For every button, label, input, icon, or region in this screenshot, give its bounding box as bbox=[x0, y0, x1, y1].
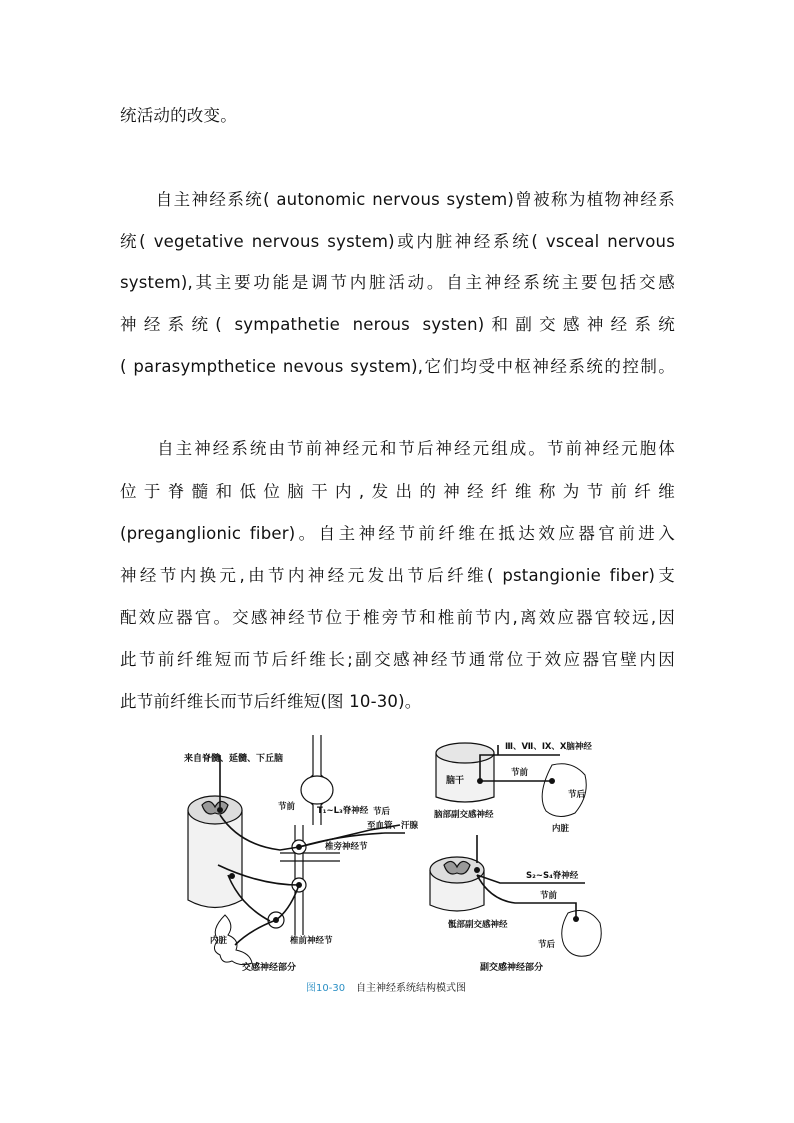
text-line: ( parasympthetice nevous system),它们均受中枢神经系统的控制。 bbox=[120, 357, 675, 376]
spinal-cord bbox=[188, 796, 242, 908]
text-line: 自主神经系统( autonomic nervous system)曾被称为植物神经系 bbox=[120, 190, 675, 209]
sympathetic-title: 交感神经部分 bbox=[242, 963, 297, 973]
caption-text: 自主神经系统结构模式图 bbox=[356, 983, 466, 994]
label-brain-viscera: 内脏 bbox=[552, 824, 570, 834]
text-line: 配效应器官。交感神经节位于椎旁节和椎前节内,离效应器官较远,因 bbox=[120, 608, 675, 627]
label-sacral-preganglionic: 节前 bbox=[540, 891, 558, 901]
label-spinal-nerve: T₁~L₃脊神经 bbox=[317, 806, 369, 816]
label-postganglionic: 节后 bbox=[373, 807, 391, 817]
text-line: (preganglionic fiber)。自主神经节前纤维在抵达效应器官前进入 bbox=[120, 524, 675, 543]
autonomic-nervous-system-figure bbox=[180, 735, 620, 997]
parasympathetic-title: 副交感神经部分 bbox=[480, 963, 544, 973]
text-line: 自主神经系统由节前神经元和节后神经元组成。节前神经元胞体 bbox=[120, 439, 675, 458]
label-brainstem: 脑干 bbox=[446, 776, 465, 786]
label-sacral-para: 骶部副交感神经 bbox=[448, 920, 508, 930]
text-line: 此节前纤维短而节后纤维长;副交感神经节通常位于效应器官壁内因 bbox=[120, 650, 675, 669]
text-line: 此节前纤维长而节后纤维短(图 10-30)。 bbox=[120, 692, 422, 711]
label-prevertebral: 椎前神经节 bbox=[290, 936, 333, 946]
text-line: 统活动的改变。 bbox=[120, 106, 237, 125]
label-brain-preganglionic: 节前 bbox=[511, 768, 529, 778]
sacral-viscera-shape bbox=[562, 911, 602, 957]
label-preganglionic: 节前 bbox=[278, 802, 296, 812]
label-cranial-nerves: Ⅲ、Ⅶ、Ⅸ、Ⅹ脑神经 bbox=[505, 742, 592, 752]
text-line: 神经节内换元,由节内神经元发出节后纤维( pstangionie fiber)支 bbox=[120, 566, 675, 585]
caption-number: 图10-30 bbox=[306, 983, 346, 994]
label-brain-postganglionic: 节后 bbox=[568, 790, 586, 800]
text-line: 统( vegetative nervous system)或内脏神经系统( vsceal nervous bbox=[120, 232, 675, 251]
label-sacral-postganglionic: 节后 bbox=[538, 940, 556, 950]
figure-svg bbox=[180, 735, 620, 997]
text-line: 位于脊髓和低位脑干内,发出的神经纤维称为节前纤维 bbox=[120, 482, 675, 501]
brainstem-cylinder bbox=[436, 743, 494, 802]
text-line: 神经系统( sympathetie nerous systen)和副交感神经系统 bbox=[120, 315, 675, 334]
label-sacral-spinal: S₂~S₄脊神经 bbox=[526, 871, 579, 881]
text-line: system),其主要功能是调节内脏活动。自主神经系统主要包括交感 bbox=[120, 273, 675, 292]
label-brain-para: 脑部副交感神经 bbox=[434, 810, 494, 820]
label-from-brain: 来自脊髓、延髓、下丘脑 bbox=[184, 754, 284, 764]
label-to-vessels: 至血管、汗腺 bbox=[367, 821, 419, 831]
label-paravertebral: 椎旁神经节 bbox=[325, 842, 368, 852]
sacral-cord bbox=[430, 857, 484, 911]
label-viscera: 内脏 bbox=[210, 936, 228, 946]
